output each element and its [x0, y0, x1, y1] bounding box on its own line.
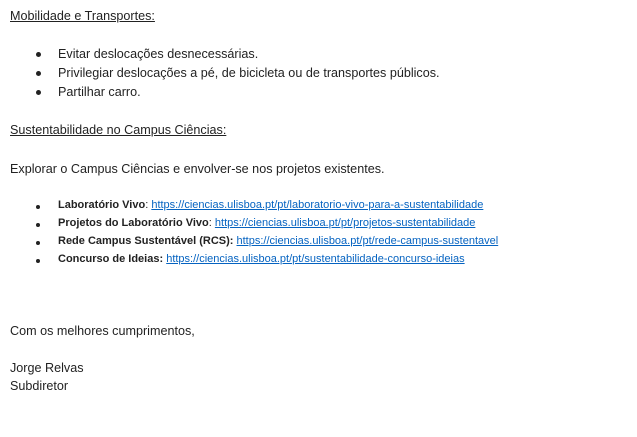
signature-role: Subdiretor: [10, 379, 69, 393]
link[interactable]: https://ciencias.ulisboa.pt/pt/projetos-sustentabilidade: [214, 217, 476, 229]
bullet-icon: [36, 259, 40, 263]
list-item: [58, 235, 498, 247]
link-label: Laboratório Vivo: [58, 199, 146, 211]
link-label: Rede Campus Sustentável (RCS):: [58, 235, 234, 247]
closing-greeting: Com os melhores cumprimentos,: [10, 324, 195, 338]
campus-intro: Explorar o Campus Ciências e envolver-se nos projetos existentes.: [10, 162, 385, 176]
link[interactable]: https://ciencias.ulisboa.pt/pt/sustentabilidade-concurso-ideias: [166, 253, 465, 265]
bullet-icon: [36, 71, 41, 76]
bullet-icon: [36, 52, 41, 57]
list-item: [58, 199, 483, 211]
bullet-icon: [36, 205, 40, 209]
list-item: Privilegiar deslocações a pé, de bicicleta ou de transportes públicos.: [58, 66, 440, 80]
list-item: [58, 217, 475, 229]
bullet-icon: [36, 241, 40, 245]
signature-name: Jorge Relvas: [10, 361, 84, 375]
list-item: Partilhar carro.: [58, 85, 141, 99]
bullet-icon: [36, 90, 41, 95]
list-item: [58, 253, 465, 265]
link-separator: :: [145, 199, 152, 211]
campus-heading: Sustentabilidade no Campus Ciências:: [10, 123, 227, 137]
link[interactable]: https://ciencias.ulisboa.pt/pt/rede-campus-sustentavel: [236, 235, 499, 247]
link[interactable]: https://ciencias.ulisboa.pt/pt/laboratorio-vivo-para-a-sustentabilidade: [151, 199, 484, 211]
bullet-icon: [36, 223, 40, 227]
link-label: Concurso de Ideias:: [58, 253, 164, 265]
link-separator: :: [208, 217, 215, 229]
link-label: Projetos do Laboratório Vivo: [58, 217, 209, 229]
mobility-heading: Mobilidade e Transportes:: [10, 9, 155, 23]
list-item: Evitar deslocações desnecessárias.: [58, 47, 259, 61]
